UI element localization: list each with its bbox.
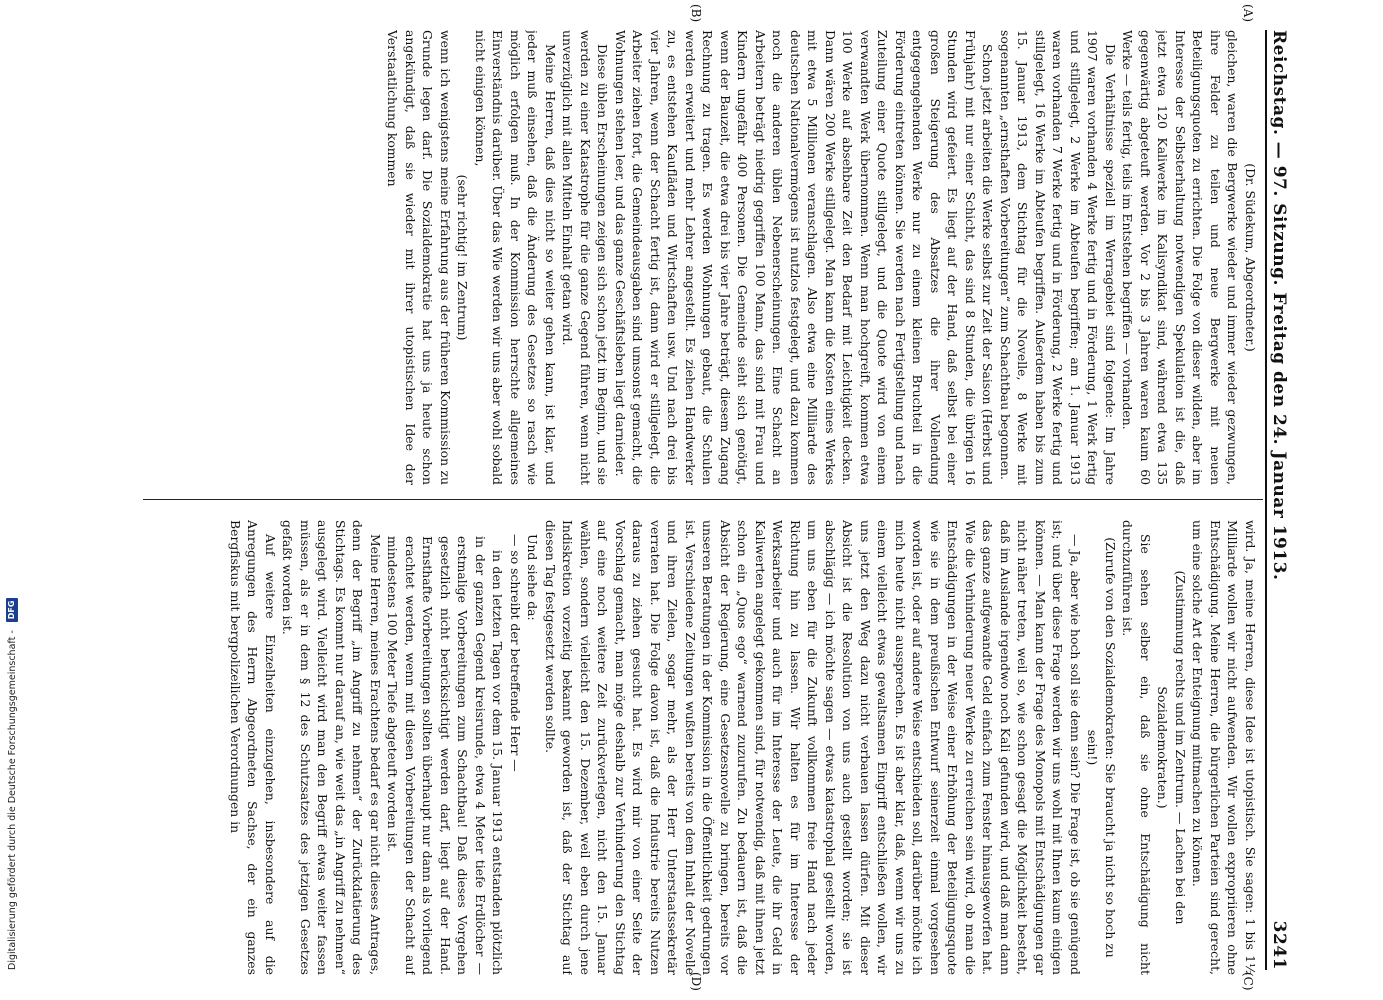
paragraph: Meine Herren, meines Erachtens bedarf es gar nicht dieses Antrages, denn der Begriff „im Angriff zu nehmen“ der Zurückdatierung des Stichtags. Es kommt nur darauf an, wie weit das „in Angriff zu nehmen“ ausgelegt wird. Vielleicht wird man den Begriff etwas weiter fassen müssen, als er in dem § 12 des Schutzsatzes des jetzigen Gesetzes gefaßt worden ist. [280, 520, 383, 975]
column-divider [143, 499, 1263, 500]
left-column [143, 30, 1259, 485]
interjection: (Zurufe von den Sozialdemokraten: Sie braucht ja nicht so hoch zu sein!) [1085, 537, 1118, 958]
paragraph: Meine Herren, daß dies nicht so weiter gehen kann, ist klar, und jeder muß einsehen, daß die Änderung des Gesetzes so rasch wie möglich erfolgen muß. In der Kommission herrschte allgemeines Einverständnis darüber. Über das Wie werden wir uns aber wohl sobald nicht einigen können, [473, 30, 558, 485]
paragraph: wenn ich wenigstens meine Erfahrung aus der früheren Kommission zu Grunde legen darf. Die Sozialdemokratie hat uns ja heute schon angekündigt, daß sie wieder mit ihrer utopistischen Idee der Verstaatlichung kommen [385, 30, 453, 485]
paragraph: — so schreibt der betreffende Herr — [508, 534, 523, 772]
footer-text: Digitalisierung gefördert durch die Deutsche Forschungsgemeinschaft - [6, 630, 18, 970]
margin-mark-a: (A) [1241, 4, 1255, 23]
paragraph: Diese üblen Erscheinungen zeigen sich schon jetzt im Beginn, und sie werden zu einer Katastrophe für die ganze Gegend führen, wenn nicht unverzüglich mit allen Mitteln Einhalt getan wird. [560, 30, 611, 485]
paragraph: Und siehe da: [525, 534, 541, 621]
quotation: in den letzten Tagen vor dem 15. Januar 1913 entstanden plötzlich in der ganzen Gegend kreisrunde, etwa 4 Meter tiefe Erdlöcher — erstmalige Vorbereitungen zum Schachtbau! Daß dieses Vorgehen gesetzlich nicht berücksichtigt werden darf, liegt auf der Hand. Ernsthafte Vorbereitungen sollten überhaupt nur dann als vorliegend erachtet werden, wenn mit diesen Vorbereitungen der Schacht auf mindestens 100 Meter Tiefe abgeteuft worden ist. [385, 536, 506, 975]
paragraph: wird. Ja, meine Herren, diese Idee ist utopistisch. Sie sagen: 1 bis 1½ Milliarde wollen wir nicht aufwenden. Wir wollen expropriieren ohne Entschädigung. Meine Herren, die bürgerlichen Parteien sind gerecht, um eine solche Art der Enteignung mitmachen zu können. [1190, 520, 1258, 975]
paragraph: — Ja, aber wie hoch soll sie denn sein? Die Frage ist, ob sie genügend ist; und über diese Frage werden wir uns wohl mit Ihnen kaum einigen können. — Man kann der Frage des Monopols mit Entschädigungen gar nicht näher treten, weil so, wie schon gesagt die Möglichkeit besteht, daß im Auslande irgendwo noch Kali gefunden wird, und daß man dann das ganze aufgewandte Geld einfach zum Fenster hinausgeworfen hat. Wie die Verhinderung neuer Werke zu erreichen sein wird, ob man die Entschädigungen in der Weise einer Erhöhung der Beteiligungsquote wie sie in dem preußischen Entwurf seinerzeit einmal vorgesehen worden ist, oder auf andere Weise entschieden soll, darüber möchte ich mich heute nicht aussprechen. Es ist aber klar, daß, wenn wir uns zu einem vielleicht etwas gewaltsamen Eingriff entschließen wollen, wir uns jetzt den Weg dazu nicht verbauen lassen dürfen. Mit dieser Absicht ist die Resolution von uns auch gestellt worden; sie ist abschlägig — ich möchte sagen — etwas katastrophal gestellt worden, um uns eben für die Zukunft vollkommen freie Hand nach jeder Richtung hin zu lassen. Wir halten es für im Interesse der Werksarbeiter und auch für im Interesse der Leute, die ihr Geld in Kaliwerten angelegt gekommen sind, für notwendig, daß mit ihnen jetzt schon ein „Quos ego“ warnend zuzurufen. Zu bedauern ist, daß die Absicht der Regierung, eine Gesetzesnovelle zu bringen, bereits vor unseren Beratungen in der Kommission in die Öffentlichkeit gedrungen ist. Verschiedene Zeitungen wußten bereits von dem Inhalt der Novelle und ihren Zielen, sogar mehr, als der Herr Unterstaatssekretär verraten hat. Die Folge davon ist, daß die Industrie bereits Nutzen daraus zu ziehen gesucht hat. Es wird mir von einer Seite der Vorschlag gemacht, man möge deshalb zur Verhinderung den Stichtag auf eine noch weitere Zeit zurückverlegen, nicht den 15. Januar wählen, sondern vielleicht den 15. Dezember, weil eben durch jene Indiskretion vorzeitig bekannt geworden ist, daß der Stichtag auf diesen Tag festgesetzt werden sollte. [543, 520, 1083, 975]
paragraph: gleichen, waren die Bergwerke wieder und immer wieder gezwungen, ihre Felder zu teilen und neue Bergwerke mit neuen Beteiligungsquoten zu errichten. Die Folge von dieser wilden, aber im Interesse der Selbsterhaltung notwendigen Spekulation ist die, daß jetzt etwa 120 Kaliwerke im Kalisyndikat sind, während etwa 135 gegenwärtig abgeteuft werden. Vor 2 bis 3 Jahren waren kaum 60 Werke — teils fertig, teils im Entstehen begriffen — vorhanden. [1120, 30, 1241, 485]
paragraph: Die Verhältnisse speziell im Werragebiet sind folgende: Im Jahre 1907 waren vorhanden 4 Werke fertig und in Förderung, 1 Werk fertig und stillgelegt, 2 Werke im Abteufen begriffen; am 1. Januar 1913 waren vorhanden 7 Werke fertig und in Förderung, 2 Werke fertig und stillgelegt, 16 Werke im Abteufen begriffen. Außerdem haben bis zum 15. Januar 1913, dem Stichtag für die Novelle, 8 Werke mit sogenannten „ernsthaften Vorbereitungen“ zum Schachtbau begonnen. [998, 30, 1118, 485]
header-rule [1265, 30, 1267, 970]
margin-mark-d: (D) [689, 972, 703, 991]
digitization-footer [4, 0, 20, 1000]
margin-mark-c: (C) [1241, 972, 1255, 991]
page-number: 3241 [1269, 920, 1289, 970]
interjection: (sehr richtig! im Zentrum) [455, 174, 471, 341]
newspaper-sheet [123, 0, 1303, 1000]
paragraph: Sie sehen selber ein, daß sie ohne Entschädigung nicht durchzuführen ist. [1120, 520, 1153, 975]
dfg-logo: DFG [6, 598, 18, 623]
paragraph: Schon jetzt arbeiten die Werke selbst zur Zeit der Saison (Herbst und Frühjahr) mit nur einer Schicht, das sind 8 Stunden, die übrigen 16 Stunden wird gefeiert. Es liegt auf der Hand, daß selbst bei einer großen Steigerung des Absatzes die ihrer Vollendung entgegengehenden Werke nur zu einem kleinen Bruchteil in die Förderung eintreten können. Sie werden nach Fertigstellung und nach Zuteilung einer Quote stillgelegt, und die Quote wird von einem verwandten Werk übernommen. Wenn man hochgreift, kommen etwa 100 Werke auf absehbare Zeit den Bedarf mit Leichtigkeit decken. Dann wären 200 Werke stillgelegt. Man kann die Kosten eines Werkes mit etwa 5 Millionen veranschlagen. Also etwa eine Milliarde des deutschen Nationalvermögens ist nutzlos festgelegt, und dazu kommen noch die anderen üblen Nebenerscheinungen. Eine Schacht an Arbeitern beträgt niedrig gegriffen 100 Mann, das sind mit Frau und Kindern ungefähr 400 Personen. Die Gemeinde sieht sich genötigt, wenn der Bauzeit, die etwa drei bis vier Jahre beträgt, diesem Zugang Rechnung zu tragen. Es werden Wohnungen gebaut, die Schulen werden erweitert und mehr Lehrer angestellt. Es ziehen Handwerker zu, es entstehen Kaufläden und Wirtschaften usw. Und nach drei bis vier Jahren, wenn der Schacht fertig ist, dann wird er stillgelegt, die Arbeiter ziehen fort, die Gemeindeausgaben sind umsonst gemacht, die Wohnungen stehen leer, und das ganze Geschäftsleben liegt darnieder. [613, 30, 996, 485]
interjection: (Zustimmung rechts und im Zentrum. — Lachen bei den Sozialdemokraten.) [1155, 570, 1188, 925]
margin-mark-b: (B) [689, 4, 703, 23]
page-header [1269, 30, 1295, 970]
speaker-note: (Dr. Südekum, Abgeordneter.) [1243, 163, 1258, 352]
paragraph: Auf weitere Einzelheiten einzugehen, insbesondere auf die Anregungen des Herrn Abgeordneten Sachse, der ein ganzes Bergfiskus mit bergpolizeilichen Verordnungen in [228, 520, 278, 975]
right-column [143, 520, 1259, 975]
page-header-title: Reichstag. — 97. Sitzung. Freitag den 24. Januar 1913. [1269, 30, 1289, 581]
